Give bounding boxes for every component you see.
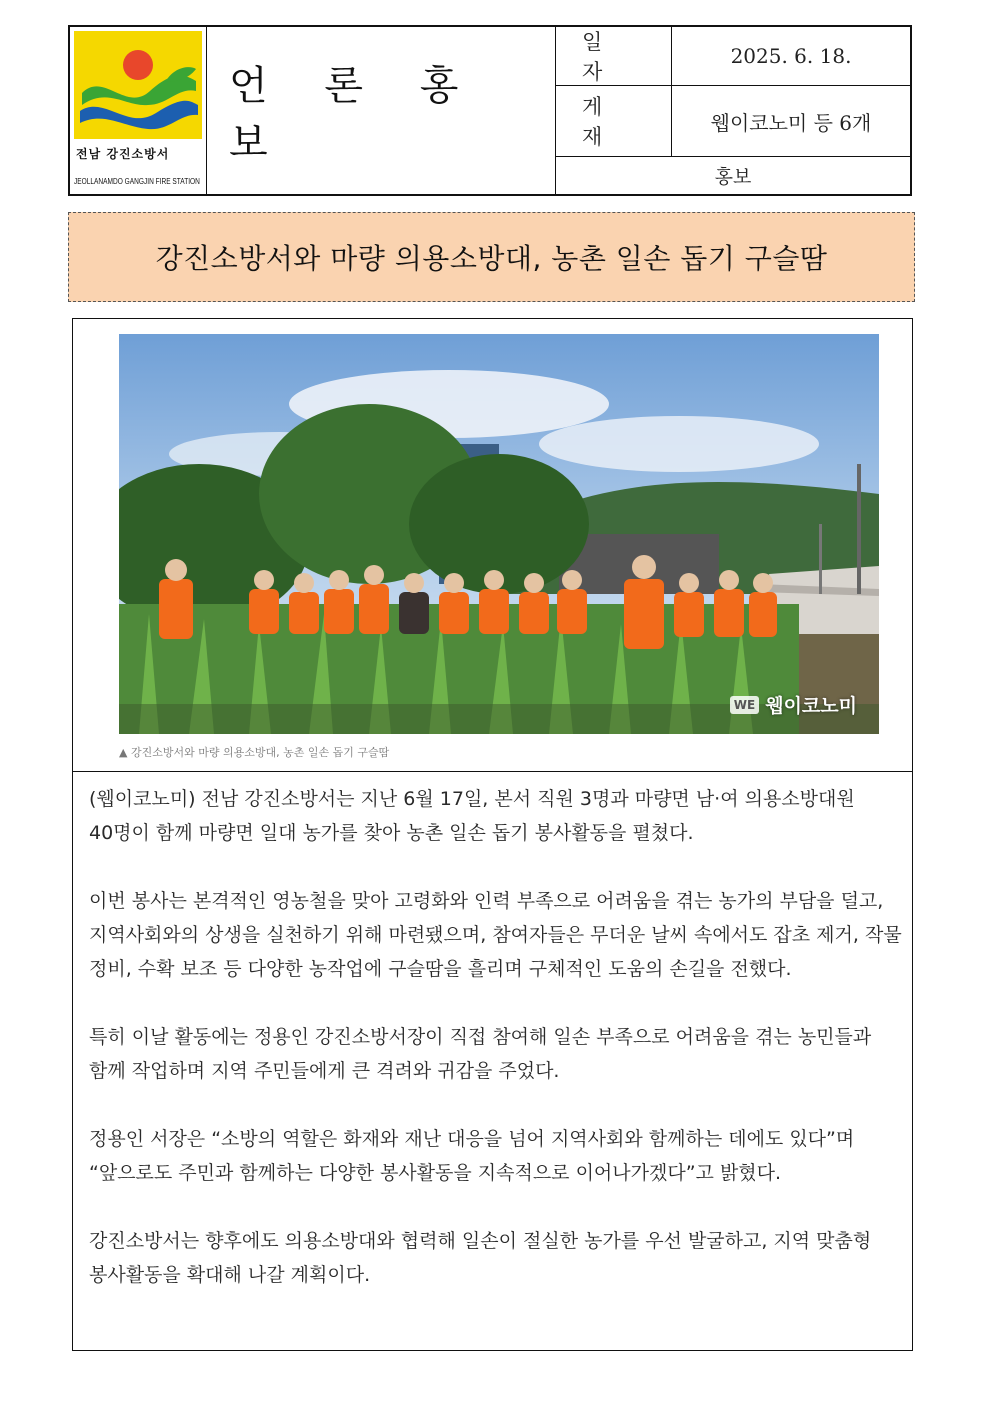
article-photo [119,334,879,734]
article-body [89,782,904,1326]
date-label: 일 자 [556,27,672,85]
article-box [72,318,913,1351]
logo-cell [70,27,207,194]
headline-text: 강진소방서와 마량 의용소방대, 농촌 일손 돕기 구슬땀 [155,242,828,275]
meta-table [556,27,910,194]
watermark-badge: WE [730,696,759,714]
publish-value: 웹이코노미 등 6개 [710,110,872,135]
photo-caption: ▲ 강진소방서와 마량 의용소방대, 농촌 일손 돕기 구슬땀 [119,746,390,759]
press-title: 언 론 홍 보 [229,62,481,166]
watermark-text: 웹이코노미 [765,695,857,717]
logo-name-english: JEOLLANAMDO GANGJIN FIRE STATION [74,177,200,186]
photo-watermark [730,691,857,718]
date-row [556,27,910,86]
article-paragraph: 정용인 서장은 “소방의 역할은 화재와 재난 대응을 넘어 지역사회와 함께하는 데에도 있다”며 “앞으로도 주민과 함께하는 다양한 봉사활동을 지속적으로 이어나가겠다”고 밝혔다. [89,1128,855,1184]
publish-row [556,86,910,157]
article-paragraph: (웹이코노미) 전남 강진소방서는 지난 6월 17일, 본서 직원 3명과 마량면 남·여 의용소방대원 40명이 함께 마량면 일대 농가를 찾아 농촌 일손 돕기 봉사활동을 펼쳤다. [89,788,855,844]
publish-label: 게 재 [556,86,672,156]
category-value: 홍보 [714,166,752,188]
press-header-table [68,25,912,196]
article-paragraph: 특히 이날 활동에는 정용인 강진소방서장이 직접 참여해 일손 부족으로 어려움을 겪는 농민들과 함께 작업하며 지역 주민들에게 큰 격려와 귀감을 주었다. [89,1026,872,1082]
fire-station-logo [74,31,202,139]
logo-name-korean: 전남 강진소방서 [76,147,170,161]
article-paragraph: 강진소방서는 향후에도 의용소방대와 협력해 일손이 절실한 농가를 우선 발굴하고, 지역 맞춤형 봉사활동을 확대해 나갈 계획이다. [89,1230,872,1286]
article-paragraph: 이번 봉사는 본격적인 영농철을 맞아 고령화와 인력 부족으로 어려움을 겪는 농가의 부담을 덜고, 지역사회와의 상생을 실천하기 위해 마련됐으며, 참여자들은 무더운 날씨 속에서도 잡초 제거, 작물 정비, 수확 보조 등 다양한 농작업에 구슬땀을 흘리며 구체적인 도움의 손길을 전했다. [89,890,902,980]
date-value: 2025. 6. 18. [730,44,852,68]
photo-divider [73,771,912,772]
headline-banner [68,212,915,302]
category-row [556,157,910,194]
press-title-cell [207,27,556,194]
